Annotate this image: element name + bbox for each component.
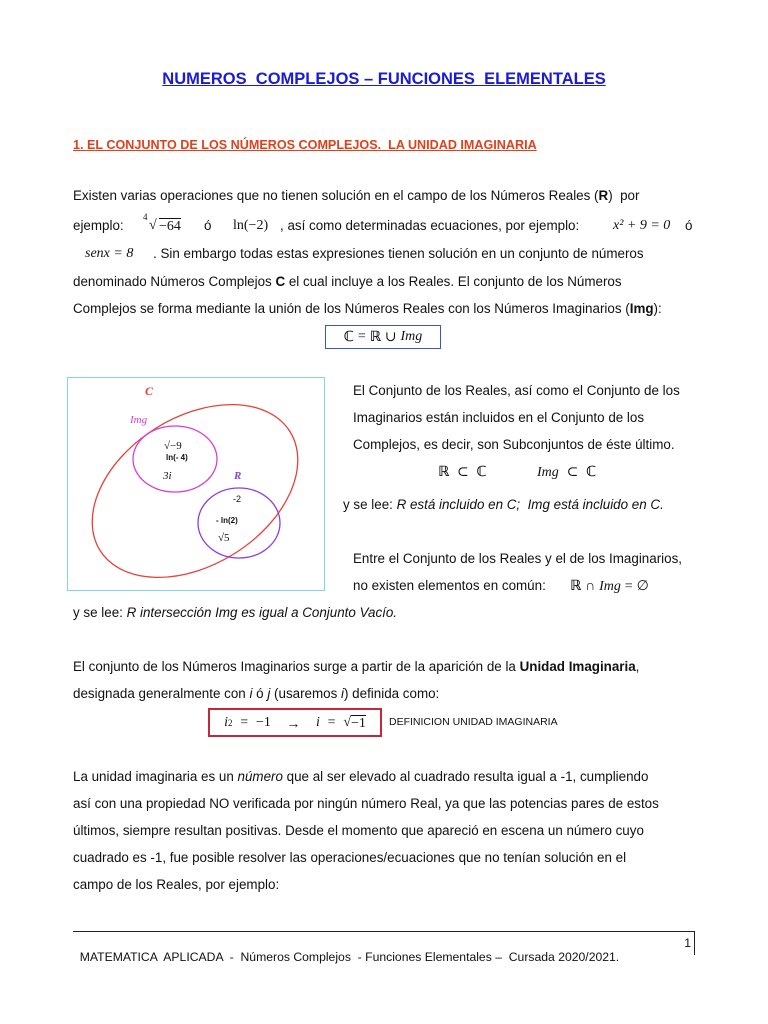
set-c-ellipse: [68, 378, 324, 590]
right-text-line-5: no existen elementos en común:: [353, 578, 546, 593]
equation-2: senx = 8: [85, 246, 134, 261]
subset-formula-2: Img ⊂ ℂ: [537, 464, 597, 480]
radical-sign: √: [149, 218, 157, 233]
definition-formula-box: i 2 = −1 → i = √ −1: [208, 708, 382, 737]
set-r-label: R: [234, 470, 242, 482]
right-text-line-4: Entre el Conjunto de los Reales y el de los Imaginarios,: [353, 551, 682, 566]
paragraph-3-line-2: así con una propiedad NO verificada por ningún número Real, ya que las potencias pares de estos: [73, 796, 659, 811]
set-img-label: Img: [130, 414, 148, 426]
paragraph-1-line-1: Existen varias operaciones que no tienen solución en el campo de los Números Reales (R) por: [73, 188, 640, 203]
equation-1: x² + 9 = 0: [613, 218, 671, 233]
definition-label: DEFINICION UNIDAD IMAGINARIA: [389, 716, 558, 728]
read-statement-1: y se lee: R está incluido en C; Img está incluido en C.: [343, 497, 664, 512]
paragraph-2-line-1: El conjunto de los Números Imaginarios surge a partir de la aparición de la Unidad Imaginaria,: [73, 659, 640, 674]
root-index: 4: [143, 212, 148, 222]
section-heading: 1. EL CONJUNTO DE LOS NÚMEROS COMPLEJOS. LA UNIDAD IMAGINARIA: [73, 138, 537, 152]
paragraph-3-line-1: La unidad imaginaria es un número que al ser elevado al cuadrado resulta igual a -1, cumpliendo: [73, 769, 649, 784]
r-element-3: √5: [218, 532, 230, 544]
footer: [73, 936, 695, 978]
subset-formula-1: ℝ ⊂ ℂ: [438, 464, 487, 480]
paragraph-1-line-2: ejemplo: 4 √ −64 ó ln(−2) , así como determinadas ecuaciones, por ejemplo: x² + 9 = 0 ó: [73, 212, 693, 234]
radicand: −64: [159, 219, 181, 234]
paragraph-3-line-3: últimos, siempre resultan positivas. Desde el momento que apareció en escena un número cuyo: [73, 823, 644, 838]
union-formula-box: ℂ = ℝ ∪ Img: [325, 325, 441, 349]
right-text-line-2: Imaginarios están incluidos en el Conjunto de los: [353, 410, 645, 425]
right-text-line-3: Complejos, es decir, son Subconjuntos de éste último.: [353, 437, 675, 452]
paragraph-1-line-3: senx = 8 . Sin embargo todas estas expresiones tienen solución en un conjunto de números: [85, 246, 644, 261]
paragraph-1-line-5: Complejos se forma mediante la unión de los Números Reales con los Números Imaginarios (Img):: [73, 301, 662, 316]
arrow-icon: →: [286, 714, 301, 731]
img-element-2: ln(- 4): [166, 453, 188, 462]
ln-expression: ln(−2): [233, 218, 269, 233]
r-element-1: -2: [233, 494, 242, 504]
paragraph-3-line-5: campo de los Reales, por ejemplo:: [73, 877, 280, 892]
paragraph-2-line-2: designada generalmente con i ó j (usaremos i) definida como:: [73, 686, 440, 701]
read-statement-2: y se lee: R intersección Img es igual a Conjunto Vacío.: [73, 605, 398, 620]
r-element-2: - ln(2): [216, 516, 238, 525]
img-element-1: √−9: [164, 440, 182, 452]
venn-diagram: [67, 377, 325, 591]
set-c-label: C: [145, 384, 154, 398]
document-title: NUMEROS COMPLEJOS – FUNCIONES ELEMENTALES: [162, 70, 606, 88]
right-text-line-1: El Conjunto de los Reales, así como el Conjunto de los: [353, 383, 680, 398]
img-element-3: 3i: [163, 470, 172, 482]
page-number: 1: [684, 936, 691, 950]
intersection-formula: ℝ ∩ Img = ∅: [570, 578, 649, 594]
paragraph-3-line-4: cuadrado es -1, fue posible resolver las operaciones/ecuaciones que no tenían solución en el: [73, 850, 627, 865]
venn-svg: [68, 378, 324, 590]
footer-rule: [73, 931, 695, 932]
paragraph-1-line-4: denominado Números Complejos C el cual incluye a los Reales. El conjunto de los Números: [73, 274, 622, 289]
footer-text: MATEMATICA APLICADA - Números Complejos - Funciones Elementales – Cursada 2020/2021.: [79, 950, 620, 964]
